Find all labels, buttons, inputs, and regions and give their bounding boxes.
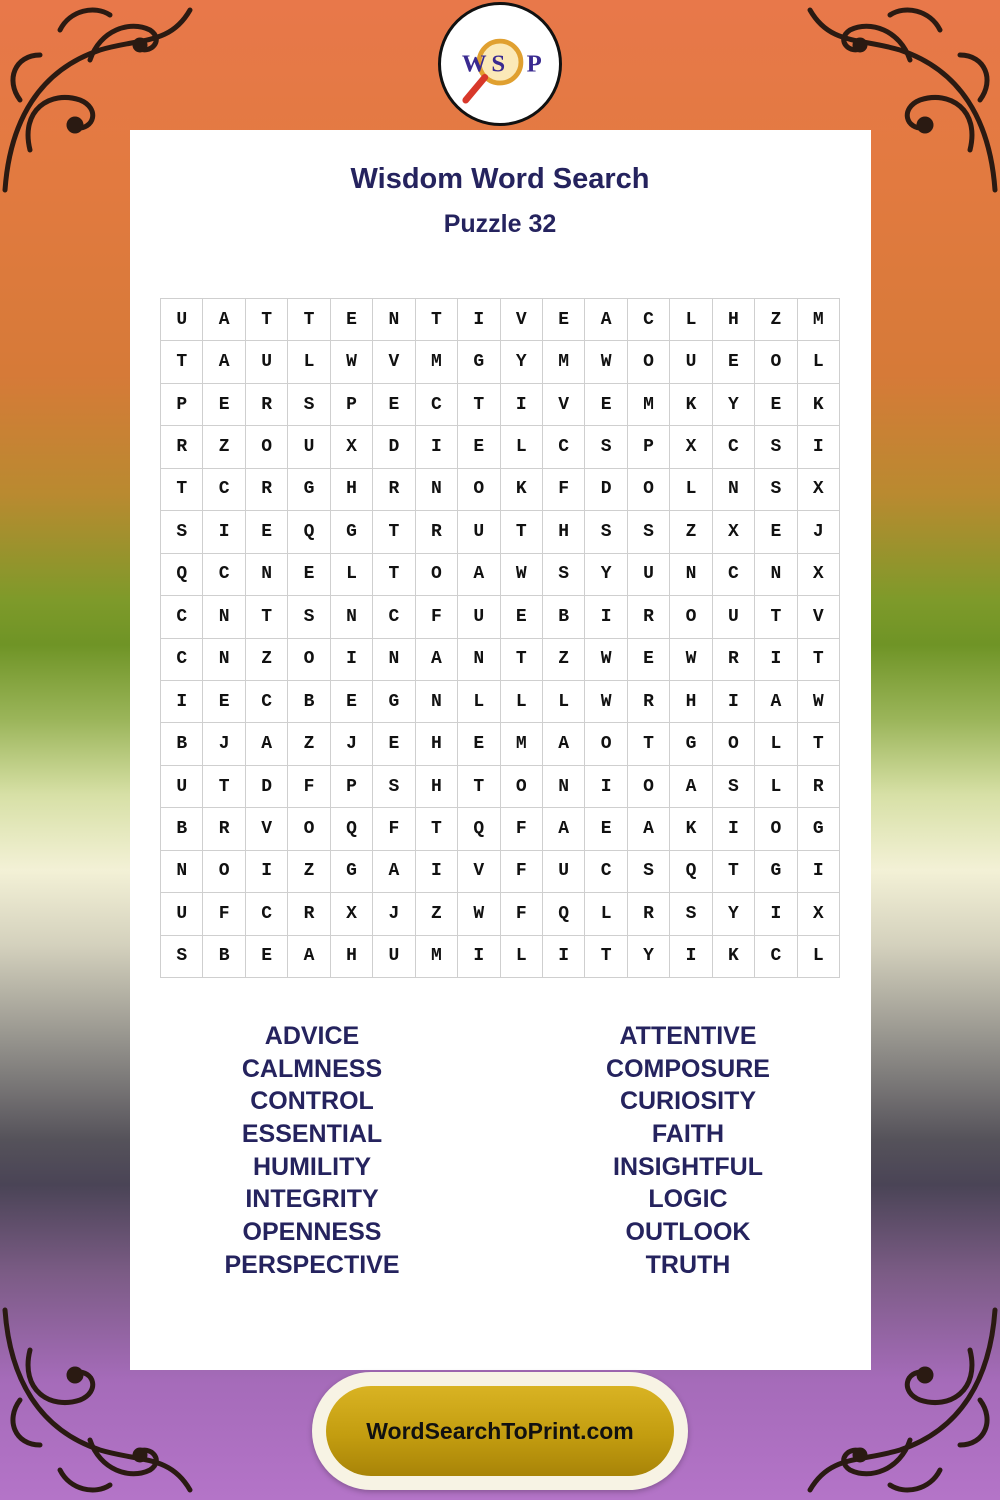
grid-cell[interactable]: Q: [331, 808, 373, 850]
grid-cell[interactable]: W: [585, 681, 627, 723]
grid-cell[interactable]: O: [755, 808, 797, 850]
grid-cell[interactable]: Y: [585, 554, 627, 596]
grid-cell[interactable]: I: [713, 808, 755, 850]
grid-cell[interactable]: T: [246, 596, 288, 638]
word-list-right: [508, 1020, 868, 1282]
logo-letter-w: W: [461, 50, 487, 78]
grid-cell[interactable]: U: [458, 596, 500, 638]
grid-cell[interactable]: T: [501, 511, 543, 553]
grid-cell[interactable]: V: [373, 341, 415, 383]
grid-cell[interactable]: O: [713, 723, 755, 765]
grid-cell[interactable]: W: [458, 893, 500, 935]
logo-letter-s: S: [491, 50, 506, 78]
grid-cell[interactable]: U: [543, 851, 585, 893]
grid-cell[interactable]: M: [416, 341, 458, 383]
grid-cell[interactable]: C: [755, 936, 797, 978]
grid-cell[interactable]: J: [331, 723, 373, 765]
word-list-item: FAITH: [651, 1120, 725, 1149]
grid-cell[interactable]: T: [755, 596, 797, 638]
grid-cell[interactable]: L: [501, 681, 543, 723]
grid-cell[interactable]: L: [288, 341, 330, 383]
grid-cell[interactable]: O: [628, 341, 670, 383]
word-list-item: OUTLOOK: [625, 1218, 751, 1247]
grid-cell[interactable]: Z: [543, 639, 585, 681]
grid-cell[interactable]: T: [373, 554, 415, 596]
grid-cell[interactable]: F: [501, 851, 543, 893]
grid-cell[interactable]: T: [628, 723, 670, 765]
letter-grid: [160, 298, 840, 978]
grid-cell[interactable]: I: [798, 851, 840, 893]
grid-cell[interactable]: E: [246, 936, 288, 978]
grid-cell[interactable]: R: [713, 639, 755, 681]
word-list-item: CALMNESS: [241, 1054, 383, 1083]
grid-cell[interactable]: X: [331, 893, 373, 935]
grid-cell[interactable]: N: [416, 469, 458, 511]
grid-cell[interactable]: N: [670, 554, 712, 596]
grid-cell[interactable]: N: [373, 639, 415, 681]
grid-cell[interactable]: Y: [713, 384, 755, 426]
grid-cell[interactable]: G: [331, 851, 373, 893]
grid-cell[interactable]: G: [373, 681, 415, 723]
grid-cell[interactable]: A: [416, 639, 458, 681]
word-list-item: OPENNESS: [242, 1218, 382, 1247]
grid-cell[interactable]: V: [543, 384, 585, 426]
puzzle-title: Wisdom Word Search: [350, 163, 650, 195]
grid-cell[interactable]: R: [246, 469, 288, 511]
word-list-left: [132, 1020, 492, 1282]
grid-cell[interactable]: E: [331, 299, 373, 341]
grid-cell[interactable]: R: [246, 384, 288, 426]
grid-cell[interactable]: U: [628, 554, 670, 596]
grid-cell[interactable]: C: [246, 681, 288, 723]
grid-cell[interactable]: N: [161, 851, 203, 893]
grid-cell[interactable]: Y: [628, 936, 670, 978]
grid-cell[interactable]: L: [670, 299, 712, 341]
grid-cell[interactable]: O: [288, 639, 330, 681]
grid-cell[interactable]: D: [246, 766, 288, 808]
grid-cell[interactable]: W: [331, 341, 373, 383]
grid-cell[interactable]: M: [543, 341, 585, 383]
grid-cell[interactable]: B: [161, 723, 203, 765]
grid-cell[interactable]: S: [161, 936, 203, 978]
grid-cell[interactable]: Z: [755, 299, 797, 341]
grid-cell[interactable]: H: [543, 511, 585, 553]
grid-cell[interactable]: A: [755, 681, 797, 723]
grid-cell[interactable]: O: [501, 766, 543, 808]
grid-cell[interactable]: C: [203, 554, 245, 596]
grid-cell[interactable]: W: [585, 639, 627, 681]
grid-cell[interactable]: B: [543, 596, 585, 638]
grid-cell[interactable]: F: [543, 469, 585, 511]
grid-cell[interactable]: E: [373, 384, 415, 426]
grid-cell[interactable]: L: [585, 893, 627, 935]
grid-cell[interactable]: R: [628, 596, 670, 638]
word-list-item: ESSENTIAL: [241, 1120, 383, 1149]
grid-cell[interactable]: Q: [670, 851, 712, 893]
grid-cell[interactable]: S: [585, 511, 627, 553]
grid-cell[interactable]: N: [203, 639, 245, 681]
grid-cell[interactable]: P: [331, 384, 373, 426]
grid-cell[interactable]: X: [670, 426, 712, 468]
grid-cell[interactable]: T: [713, 851, 755, 893]
grid-cell[interactable]: H: [670, 681, 712, 723]
grid-cell[interactable]: R: [161, 426, 203, 468]
grid-cell[interactable]: N: [458, 639, 500, 681]
grid-cell[interactable]: I: [713, 681, 755, 723]
grid-cell[interactable]: C: [543, 426, 585, 468]
grid-cell[interactable]: P: [331, 766, 373, 808]
grid-cell[interactable]: N: [713, 469, 755, 511]
grid-cell[interactable]: N: [416, 681, 458, 723]
grid-cell[interactable]: W: [798, 681, 840, 723]
grid-cell[interactable]: Z: [203, 426, 245, 468]
grid-cell[interactable]: A: [628, 808, 670, 850]
grid-cell[interactable]: Z: [288, 851, 330, 893]
grid-cell[interactable]: E: [501, 596, 543, 638]
grid-cell[interactable]: P: [628, 426, 670, 468]
grid-cell[interactable]: M: [628, 384, 670, 426]
grid-cell[interactable]: S: [628, 851, 670, 893]
grid-cell[interactable]: E: [755, 511, 797, 553]
grid-cell[interactable]: N: [543, 766, 585, 808]
grid-cell[interactable]: T: [501, 639, 543, 681]
puzzle-number: Puzzle 32: [443, 210, 557, 238]
grid-cell[interactable]: O: [670, 596, 712, 638]
grid-cell[interactable]: R: [628, 893, 670, 935]
grid-cell[interactable]: S: [288, 384, 330, 426]
grid-cell[interactable]: W: [501, 554, 543, 596]
grid-cell[interactable]: U: [373, 936, 415, 978]
grid-cell[interactable]: R: [416, 511, 458, 553]
grid-cell[interactable]: A: [670, 766, 712, 808]
grid-cell[interactable]: G: [288, 469, 330, 511]
grid-cell[interactable]: A: [458, 554, 500, 596]
grid-cell[interactable]: H: [713, 299, 755, 341]
grid-cell[interactable]: F: [373, 808, 415, 850]
grid-cell[interactable]: O: [458, 469, 500, 511]
grid-cell[interactable]: E: [458, 426, 500, 468]
grid-cell[interactable]: X: [798, 554, 840, 596]
grid-cell[interactable]: I: [458, 299, 500, 341]
word-list-item: COMPOSURE: [606, 1054, 770, 1083]
grid-cell[interactable]: P: [161, 384, 203, 426]
grid-cell[interactable]: C: [713, 426, 755, 468]
grid-cell[interactable]: I: [161, 681, 203, 723]
grid-cell[interactable]: Y: [713, 893, 755, 935]
grid-cell[interactable]: C: [161, 596, 203, 638]
word-list-item: INSIGHTFUL: [613, 1152, 763, 1181]
grid-cell[interactable]: U: [161, 893, 203, 935]
grid-cell[interactable]: U: [458, 511, 500, 553]
grid-cell[interactable]: I: [501, 384, 543, 426]
grid-cell[interactable]: E: [585, 384, 627, 426]
grid-cell[interactable]: O: [288, 808, 330, 850]
grid-cell[interactable]: I: [755, 639, 797, 681]
grid-cell[interactable]: C: [585, 851, 627, 893]
grid-cell[interactable]: S: [288, 596, 330, 638]
grid-cell[interactable]: M: [416, 936, 458, 978]
grid-cell[interactable]: Z: [246, 639, 288, 681]
grid-cell[interactable]: Q: [161, 554, 203, 596]
grid-cell[interactable]: A: [288, 936, 330, 978]
grid-cell[interactable]: K: [713, 936, 755, 978]
grid-cell[interactable]: T: [203, 766, 245, 808]
grid-cell[interactable]: U: [161, 299, 203, 341]
grid-cell[interactable]: S: [628, 511, 670, 553]
grid-cell[interactable]: U: [713, 596, 755, 638]
grid-cell[interactable]: V: [798, 596, 840, 638]
grid-cell[interactable]: I: [585, 596, 627, 638]
grid-cell[interactable]: O: [755, 341, 797, 383]
grid-cell[interactable]: G: [458, 341, 500, 383]
grid-cell[interactable]: U: [161, 766, 203, 808]
grid-cell[interactable]: T: [246, 299, 288, 341]
grid-cell[interactable]: E: [203, 681, 245, 723]
grid-cell[interactable]: S: [161, 511, 203, 553]
grid-cell[interactable]: H: [416, 766, 458, 808]
grid-cell[interactable]: B: [288, 681, 330, 723]
grid-cell[interactable]: F: [203, 893, 245, 935]
grid-cell[interactable]: O: [585, 723, 627, 765]
grid-cell[interactable]: L: [501, 426, 543, 468]
grid-cell[interactable]: S: [373, 766, 415, 808]
grid-cell[interactable]: T: [161, 469, 203, 511]
grid-cell[interactable]: T: [585, 936, 627, 978]
logo-letter-p: P: [526, 50, 542, 78]
grid-cell[interactable]: A: [543, 808, 585, 850]
grid-cell[interactable]: A: [246, 723, 288, 765]
grid-cell[interactable]: H: [331, 936, 373, 978]
grid-cell[interactable]: D: [373, 426, 415, 468]
grid-cell[interactable]: F: [416, 596, 458, 638]
grid-cell[interactable]: S: [585, 426, 627, 468]
grid-cell[interactable]: I: [416, 426, 458, 468]
grid-cell[interactable]: C: [628, 299, 670, 341]
grid-cell[interactable]: Q: [288, 511, 330, 553]
grid-cell[interactable]: I: [416, 851, 458, 893]
grid-cell[interactable]: I: [585, 766, 627, 808]
grid-cell[interactable]: J: [203, 723, 245, 765]
grid-cell[interactable]: Z: [288, 723, 330, 765]
grid-cell[interactable]: L: [755, 766, 797, 808]
grid-cell[interactable]: C: [713, 554, 755, 596]
grid-cell[interactable]: E: [755, 384, 797, 426]
word-list-item: CONTROL: [250, 1087, 374, 1116]
grid-cell[interactable]: E: [288, 554, 330, 596]
grid-cell[interactable]: T: [161, 341, 203, 383]
grid-cell[interactable]: A: [373, 851, 415, 893]
word-list-item: LOGIC: [648, 1185, 728, 1214]
grid-cell[interactable]: T: [798, 639, 840, 681]
grid-cell[interactable]: N: [373, 299, 415, 341]
grid-cell[interactable]: Q: [458, 808, 500, 850]
grid-cell[interactable]: L: [798, 341, 840, 383]
grid-cell[interactable]: X: [331, 426, 373, 468]
grid-cell[interactable]: N: [331, 596, 373, 638]
grid-cell[interactable]: F: [501, 808, 543, 850]
grid-cell[interactable]: X: [798, 469, 840, 511]
grid-cell[interactable]: I: [458, 936, 500, 978]
word-list-item: INTEGRITY: [245, 1185, 379, 1214]
grid-cell[interactable]: C: [203, 469, 245, 511]
grid-cell[interactable]: Z: [416, 893, 458, 935]
grid-cell[interactable]: L: [798, 936, 840, 978]
grid-cell[interactable]: R: [628, 681, 670, 723]
grid-cell[interactable]: O: [416, 554, 458, 596]
grid-cell[interactable]: T: [416, 808, 458, 850]
grid-cell[interactable]: N: [755, 554, 797, 596]
grid-cell[interactable]: X: [798, 893, 840, 935]
grid-cell[interactable]: G: [331, 511, 373, 553]
grid-cell[interactable]: C: [246, 893, 288, 935]
footer-site-label: WordSearchToPrint.com: [366, 1417, 634, 1444]
grid-cell[interactable]: S: [670, 893, 712, 935]
word-list-item: TRUTH: [645, 1250, 731, 1279]
grid-cell[interactable]: Y: [501, 341, 543, 383]
grid-cell[interactable]: E: [713, 341, 755, 383]
grid-cell[interactable]: K: [798, 384, 840, 426]
grid-cell[interactable]: I: [755, 893, 797, 935]
grid-cell[interactable]: J: [373, 893, 415, 935]
grid-cell[interactable]: T: [458, 766, 500, 808]
grid-cell[interactable]: I: [246, 851, 288, 893]
grid-cell[interactable]: H: [416, 723, 458, 765]
grid-cell[interactable]: L: [755, 723, 797, 765]
word-list-item: CURIOSITY: [619, 1087, 757, 1116]
grid-cell[interactable]: V: [501, 299, 543, 341]
grid-cell[interactable]: O: [628, 766, 670, 808]
grid-cell[interactable]: S: [755, 469, 797, 511]
grid-cell[interactable]: V: [246, 808, 288, 850]
grid-cell[interactable]: E: [585, 808, 627, 850]
grid-cell[interactable]: C: [161, 639, 203, 681]
grid-cell[interactable]: L: [331, 554, 373, 596]
grid-cell[interactable]: W: [670, 639, 712, 681]
grid-cell[interactable]: S: [755, 426, 797, 468]
grid-cell[interactable]: M: [501, 723, 543, 765]
grid-cell[interactable]: T: [458, 384, 500, 426]
grid-cell[interactable]: T: [373, 511, 415, 553]
wsp-logo: [438, 2, 562, 126]
grid-cell[interactable]: L: [501, 936, 543, 978]
grid-cell[interactable]: T: [416, 299, 458, 341]
grid-cell[interactable]: M: [798, 299, 840, 341]
grid-cell[interactable]: K: [501, 469, 543, 511]
grid-cell[interactable]: K: [670, 808, 712, 850]
grid-cell[interactable]: E: [543, 299, 585, 341]
grid-cell[interactable]: D: [585, 469, 627, 511]
grid-cell[interactable]: B: [203, 936, 245, 978]
grid-cell[interactable]: R: [288, 893, 330, 935]
grid-cell[interactable]: A: [203, 341, 245, 383]
word-list-item: PERSPECTIVE: [224, 1250, 400, 1279]
grid-cell[interactable]: A: [543, 723, 585, 765]
grid-cell[interactable]: E: [203, 384, 245, 426]
grid-cell[interactable]: C: [373, 596, 415, 638]
grid-cell[interactable]: E: [373, 723, 415, 765]
grid-cell[interactable]: L: [458, 681, 500, 723]
grid-cell[interactable]: W: [585, 341, 627, 383]
word-list-item: ADVICE: [264, 1022, 360, 1050]
grid-cell[interactable]: K: [670, 384, 712, 426]
grid-cell[interactable]: E: [331, 681, 373, 723]
grid-cell[interactable]: E: [458, 723, 500, 765]
grid-cell[interactable]: I: [670, 936, 712, 978]
word-list-item: HUMILITY: [252, 1152, 372, 1181]
grid-cell[interactable]: N: [246, 554, 288, 596]
footer-site-link[interactable]: [326, 1386, 674, 1476]
grid-cell[interactable]: U: [670, 341, 712, 383]
grid-cell[interactable]: O: [628, 469, 670, 511]
grid-cell[interactable]: G: [798, 808, 840, 850]
grid-cell[interactable]: E: [628, 639, 670, 681]
grid-cell[interactable]: L: [543, 681, 585, 723]
grid-cell[interactable]: E: [246, 511, 288, 553]
grid-cell[interactable]: R: [373, 469, 415, 511]
grid-cell[interactable]: N: [203, 596, 245, 638]
grid-cell[interactable]: U: [246, 341, 288, 383]
grid-cell[interactable]: G: [755, 851, 797, 893]
grid-cell[interactable]: O: [203, 851, 245, 893]
grid-cell[interactable]: T: [798, 723, 840, 765]
grid-cell[interactable]: U: [288, 426, 330, 468]
grid-cell[interactable]: G: [670, 723, 712, 765]
grid-cell[interactable]: I: [331, 639, 373, 681]
grid-cell[interactable]: F: [288, 766, 330, 808]
grid-cell[interactable]: O: [246, 426, 288, 468]
grid-cell[interactable]: H: [331, 469, 373, 511]
grid-cell[interactable]: R: [203, 808, 245, 850]
word-list-item: ATTENTIVE: [619, 1022, 757, 1050]
grid-cell[interactable]: F: [501, 893, 543, 935]
grid-cell[interactable]: I: [543, 936, 585, 978]
grid-cell[interactable]: Z: [670, 511, 712, 553]
grid-cell[interactable]: T: [288, 299, 330, 341]
grid-cell[interactable]: A: [585, 299, 627, 341]
grid-cell[interactable]: Q: [543, 893, 585, 935]
grid-cell[interactable]: S: [713, 766, 755, 808]
grid-cell[interactable]: J: [798, 511, 840, 553]
grid-cell[interactable]: I: [203, 511, 245, 553]
grid-cell[interactable]: X: [713, 511, 755, 553]
grid-cell[interactable]: S: [543, 554, 585, 596]
grid-cell[interactable]: B: [161, 808, 203, 850]
grid-cell[interactable]: V: [458, 851, 500, 893]
grid-cell[interactable]: C: [416, 384, 458, 426]
grid-cell[interactable]: L: [670, 469, 712, 511]
grid-cell[interactable]: A: [203, 299, 245, 341]
grid-cell[interactable]: I: [798, 426, 840, 468]
grid-cell[interactable]: R: [798, 766, 840, 808]
